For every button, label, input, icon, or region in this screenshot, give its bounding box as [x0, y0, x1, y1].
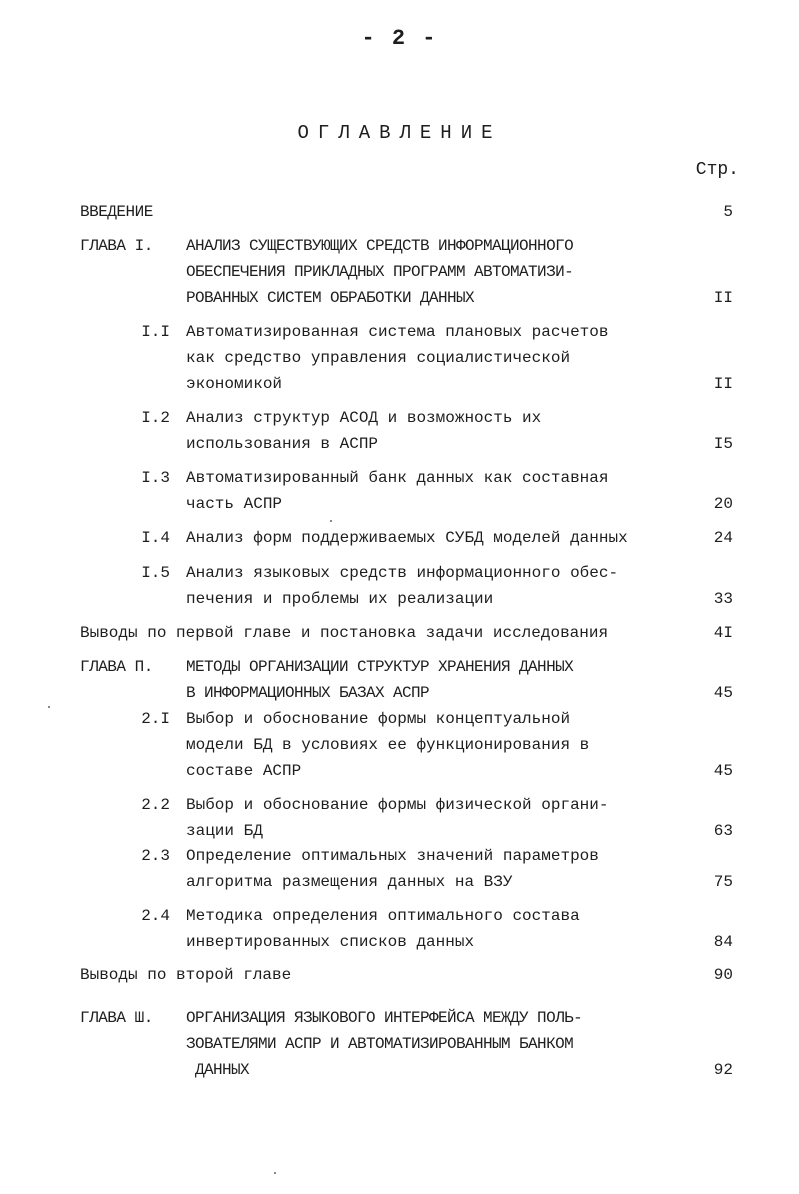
toc-entry-page: 45: [713, 684, 733, 702]
toc-entry-label: ГЛАВА I.: [80, 237, 153, 255]
toc-entry-label: I.5: [141, 564, 170, 582]
scan-speck: [274, 1172, 276, 1174]
toc-entry-page: 33: [713, 590, 733, 608]
toc-entry-text: Анализ форм поддерживаемых СУБД моделей данных: [186, 529, 628, 547]
scan-speck: [330, 520, 332, 522]
toc-entry-page: I5: [713, 435, 733, 453]
toc-entry-label: I.I: [141, 323, 170, 341]
toc-entry-text: Выводы по второй главе: [80, 966, 292, 984]
toc-entry-text: Выбор и обоснование формы физической органи- зации БД: [186, 796, 609, 840]
toc-entry-text: Выводы по первой главе и постановка задачи исследования: [80, 624, 609, 642]
toc-entry-page: 24: [713, 529, 733, 547]
toc-entry-page: 20: [713, 495, 733, 513]
toc-entry-page: 5: [723, 203, 733, 221]
toc-entry-text: МЕТОДЫ ОРГАНИЗАЦИИ СТРУКТУР ХРАНЕНИЯ ДАННЫХ В ИНФОРМАЦИОННЫХ БАЗАХ АСПР: [186, 658, 574, 702]
toc-entry-page: 90: [713, 966, 733, 984]
toc-entry-label: ГЛАВА Ш.: [80, 1009, 153, 1027]
scan-speck: [48, 706, 50, 708]
toc-entry-text: Выбор и обоснование формы концептуальной модели БД в условиях ее функционирования в составе АСПР: [186, 710, 590, 780]
page-number: - 2 -: [361, 26, 438, 51]
toc-entry-page: II: [713, 375, 733, 393]
toc-entry-page: 84: [713, 933, 733, 951]
toc-entry-text: АНАЛИЗ СУЩЕСТВУЮЩИХ СРЕДСТВ ИНФОРМАЦИОННОГО ОБЕСПЕЧЕНИЯ ПРИКЛАДНЫХ ПРОГРАММ АВТОМАТИЗИ- РОВАННЫХ СИСТЕМ ОБРАБОТКИ ДАННЫХ: [186, 237, 574, 307]
toc-entry-text: Методика определения оптимального состава инвертированных списков данных: [186, 907, 580, 951]
toc-entry-page: II: [713, 289, 733, 307]
toc-entry-page: 75: [713, 873, 733, 891]
toc-entry-label: 2.I: [141, 710, 170, 728]
toc-entry-label: 2.3: [141, 847, 170, 865]
toc-entry-label: ВВЕДЕНИЕ: [80, 203, 153, 221]
toc-entry-text: ОРГАНИЗАЦИЯ ЯЗЫКОВОГО ИНТЕРФЕЙСА МЕЖДУ ПОЛЬ- ЗОВАТЕЛЯМИ АСПР И АВТОМАТИЗИРОВАННЫМ БАНКОМ ДАННЫХ: [186, 1009, 583, 1079]
toc-entry-text: Анализ структур АСОД и возможность их использования в АСПР: [186, 409, 542, 453]
toc-entry-page: 63: [713, 822, 733, 840]
toc-entry-page: 92: [713, 1061, 733, 1079]
toc-entry-label: 2.4: [141, 907, 170, 925]
toc-entry-label: I.3: [141, 469, 170, 487]
toc-entry-text: Автоматизированная система плановых расчетов как средство управления социалистической экономикой: [186, 323, 609, 393]
toc-entry-label: ГЛАВА П.: [80, 658, 153, 676]
toc-entry-label: I.4: [141, 529, 170, 547]
toc-entry-text: Анализ языковых средств информационного обес- печения и проблемы их реализации: [186, 564, 619, 608]
toc-entry-text: Определение оптимальных значений параметров алгоритма размещения данных на ВЗУ: [186, 847, 599, 891]
page-column-header: Стр.: [695, 160, 739, 180]
toc-entry-page: 4I: [713, 624, 733, 642]
page-title: ОГЛАВЛЕНИЕ: [297, 122, 502, 144]
toc-entry-text: Автоматизированный банк данных как составная часть АСПР: [186, 469, 609, 513]
toc-entry-label: 2.2: [141, 796, 170, 814]
toc-entry-label: I.2: [141, 409, 170, 427]
toc-entry-page: 45: [713, 762, 733, 780]
